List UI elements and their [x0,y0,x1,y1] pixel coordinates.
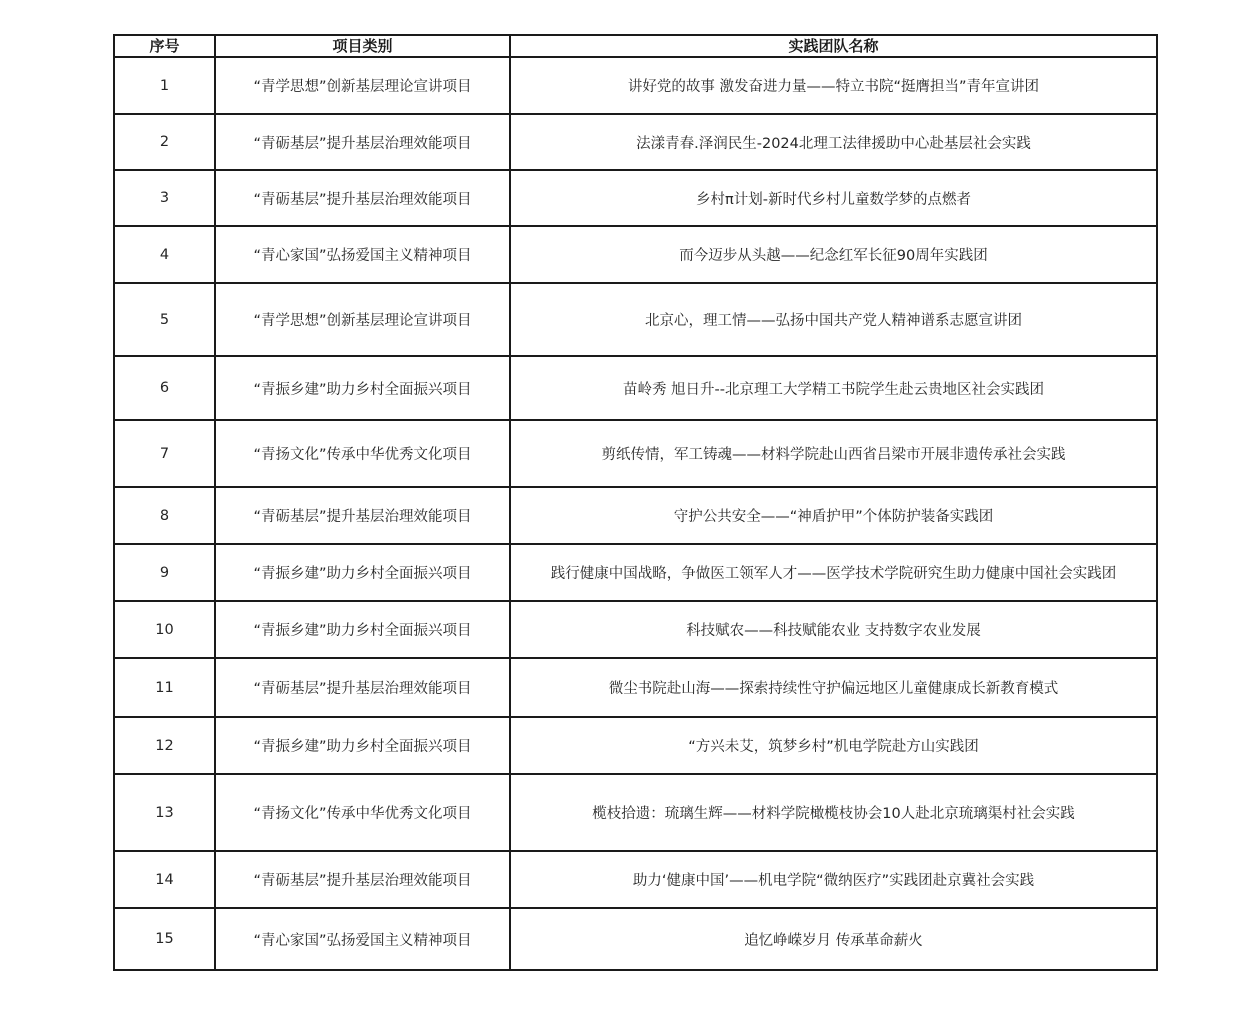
cell-no: 14 [114,851,215,908]
cell-no: 3 [114,170,215,226]
cell-no: 8 [114,487,215,544]
cell-team: 讲好党的故事 激发奋进力量——特立书院“挺膺担当”青年宣讲团 [510,57,1157,114]
cell-team: 法漾青春.泽润民生-2024北理工法律援助中心赴基层社会实践 [510,114,1157,170]
cell-no: 7 [114,420,215,487]
table-row [114,226,1157,283]
cell-no: 13 [114,774,215,851]
cell-category: “青振乡建”助力乡村全面振兴项目 [215,601,510,658]
cell-category: “青砺基层”提升基层治理效能项目 [215,487,510,544]
cell-category: “青砺基层”提升基层治理效能项目 [215,170,510,226]
cell-category: “青振乡建”助力乡村全面振兴项目 [215,356,510,420]
table-row [114,658,1157,717]
table-row [114,544,1157,601]
cell-team: 榄枝拾遗：琉璃生辉——材料学院橄榄枝协会10人赴北京琉璃渠村社会实践 [510,774,1157,851]
table-row [114,114,1157,170]
cell-category: “青扬文化”传承中华优秀文化项目 [215,420,510,487]
document-sheet [113,34,1156,971]
table-row [114,170,1157,226]
cell-no: 9 [114,544,215,601]
cell-no: 11 [114,658,215,717]
header-team: 实践团队名称 [510,35,1157,57]
table-row [114,420,1157,487]
cell-team: 助力‘健康中国’——机电学院“微纳医疗”实践团赴京冀社会实践 [510,851,1157,908]
cell-category: “青学思想”创新基层理论宣讲项目 [215,57,510,114]
cell-no: 15 [114,908,215,970]
cell-no: 4 [114,226,215,283]
cell-team: 而今迈步从头越——纪念红军长征90周年实践团 [510,226,1157,283]
table-row [114,487,1157,544]
cell-team: 北京心，理工情——弘扬中国共产党人精神谱系志愿宣讲团 [510,283,1157,356]
table-row [114,356,1157,420]
cell-team: 守护公共安全——“神盾护甲”个体防护装备实践团 [510,487,1157,544]
cell-no: 1 [114,57,215,114]
cell-team: 苗岭秀 旭日升--北京理工大学精工书院学生赴云贵地区社会实践团 [510,356,1157,420]
table-row [114,717,1157,774]
cell-no: 5 [114,283,215,356]
table-row [114,283,1157,356]
cell-category: “青砺基层”提升基层治理效能项目 [215,658,510,717]
cell-category: “青学思想”创新基层理论宣讲项目 [215,283,510,356]
table-row [114,908,1157,970]
cell-category: “青心家国”弘扬爱国主义精神项目 [215,908,510,970]
cell-team: 科技赋农——科技赋能农业 支持数字农业发展 [510,601,1157,658]
cell-category: “青扬文化”传承中华优秀文化项目 [215,774,510,851]
table-row [114,774,1157,851]
cell-no: 6 [114,356,215,420]
cell-team: 剪纸传情，军工铸魂——材料学院赴山西省吕梁市开展非遗传承社会实践 [510,420,1157,487]
table-row [114,851,1157,908]
cell-team: 乡村π计划-新时代乡村儿童数学梦的点燃者 [510,170,1157,226]
cell-no: 12 [114,717,215,774]
cell-category: “青振乡建”助力乡村全面振兴项目 [215,544,510,601]
table-row [114,601,1157,658]
cell-category: “青砺基层”提升基层治理效能项目 [215,851,510,908]
table-row [114,57,1157,114]
cell-team: “方兴未艾，筑梦乡村”机电学院赴方山实践团 [510,717,1157,774]
header-category: 项目类别 [215,35,510,57]
cell-team: 践行健康中国战略，争做医工领军人才——医学技术学院研究生助力健康中国社会实践团 [510,544,1157,601]
cell-category: “青砺基层”提升基层治理效能项目 [215,114,510,170]
cell-category: “青振乡建”助力乡村全面振兴项目 [215,717,510,774]
cell-team: 追忆峥嵘岁月 传承革命薪火 [510,908,1157,970]
cell-no: 2 [114,114,215,170]
cell-no: 10 [114,601,215,658]
project-table [113,34,1158,971]
cell-team: 微尘书院赴山海——探索持续性守护偏远地区儿童健康成长新教育模式 [510,658,1157,717]
header-no: 序号 [114,35,215,57]
table-header-row [114,35,1157,57]
cell-category: “青心家国”弘扬爱国主义精神项目 [215,226,510,283]
